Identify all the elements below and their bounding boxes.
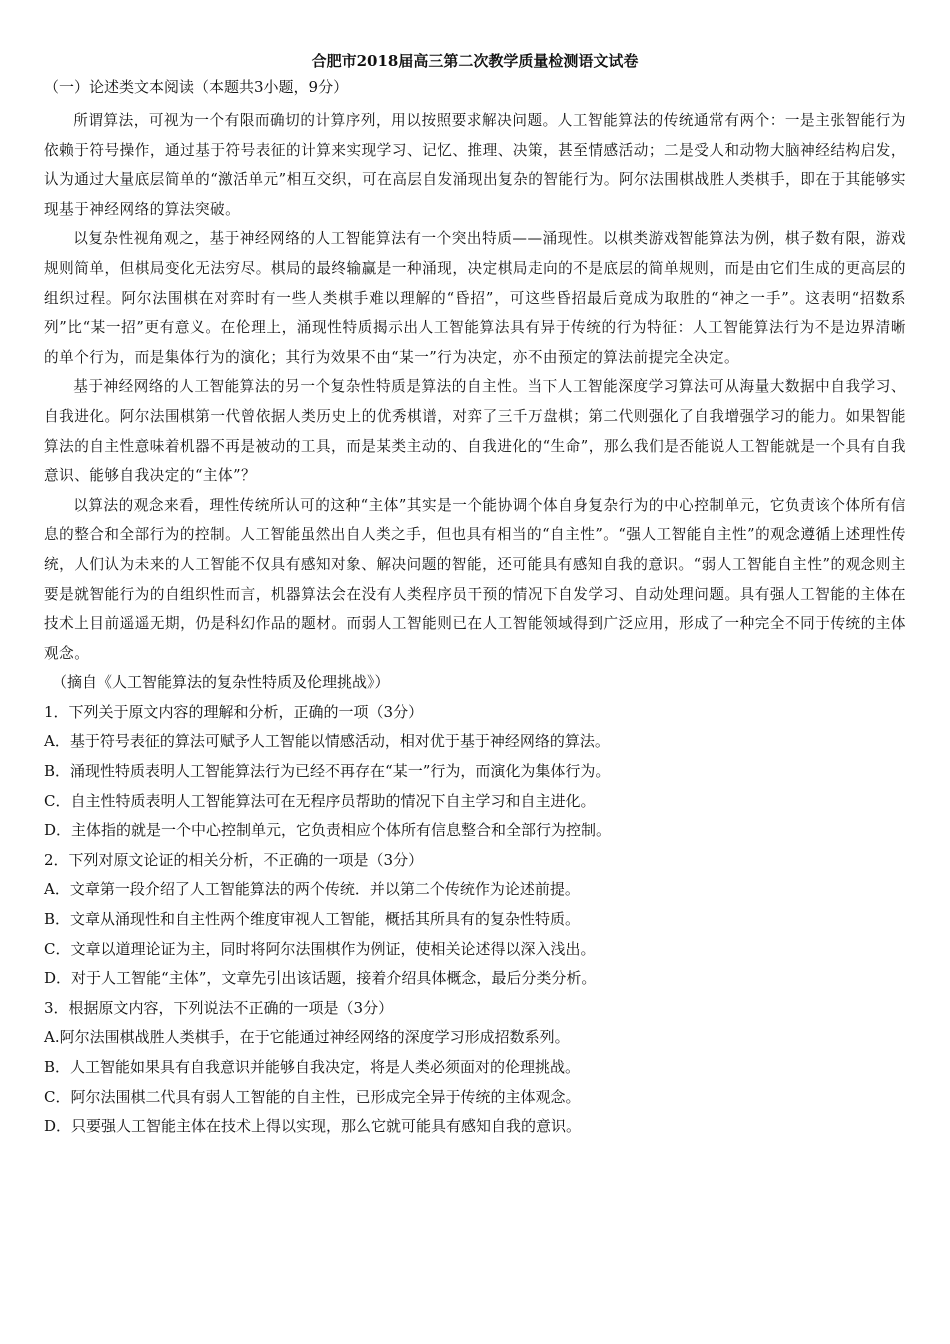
option-b: B．涌现性特质表明人工智能算法行为已经不再存在“某一”行为，而演化为集体行为。 (44, 762, 611, 781)
option-a: A．文章第一段介绍了人工智能算法的两个传统．并以第二个传统作为论述前提。 (44, 880, 580, 899)
option-c: C．阿尔法围棋二代具有弱人工智能的自主性，已形成完全异于传统的主体观念。 (44, 1087, 581, 1106)
option-b: B．人工智能如果具有自我意识并能够自我决定，将是人类必须面对的伦理挑战。 (44, 1058, 581, 1076)
passage-paragraph-1: 所谓算法，可视为一个有限而确切的计算序列，用以按照要求解决问题。人工智能算法的传统通常有两个：一是主张智能行为依赖于符号操作，通过基于符号表征的计算来实现学习、记忆、推理、决策，甚至情感活动；二是受人和动物大脑神经结构启发，认为通过大量底层简单的“激活单元”相互交织，可在高层自发涌现出复杂的智能行为。阿尔法围棋战胜人类棋手，即在于其能够实现基于神经网络的算法突破。 (44, 112, 906, 218)
option-d: D．主体指的就是一个中心控制单元，它负责相应个体所有信息整合和全部行为控制。 (44, 821, 612, 840)
option-d: D．只要强人工智能主体在技术上得以实现，那么它就可能具有感知自我的意识。 (44, 1117, 582, 1136)
question-3 (44, 994, 906, 1142)
passage-paragraph-2: 以复杂性视角观之，基于神经网络的人工智能算法有一个突出特质——涌现性。以棋类游戏智能算法为例，棋子数有限，游戏规则简单，但棋局变化无法穷尽。棋局的最终输赢是一种涌现，决定棋局走向的不是底层的简单规则，而是由它们生成的更高层的组织过程。阿尔法围棋在对弈时有一些人类棋手难以理解的“昏招”，可这些昏招最后竟成为取胜的“神之一手”。这表明“招数系列”比“某一招”更有意义。在伦理上，涌现性特质揭示出人工智能算法具有异于传统的行为特征：人工智能算法行为不是边界清晰的单个行为，而是集体行为的演化；其行为效果不由“某一”行为决定，亦不由预定的算法前提完全决定。 (44, 230, 906, 366)
option-a: A.阿尔法围棋战胜人类棋手，在于它能通过神经网络的深度学习形成招数系列。 (44, 1028, 570, 1047)
option-d: D．对于人工智能“主体”，文章先引出该话题，接着介绍具体概念，最后分类分析。 (44, 969, 597, 988)
option-c: C．自主性特质表明人工智能算法可在无程序员帮助的情况下自主学习和自主进化。 (44, 791, 596, 810)
question-stem: 1．下列关于原文内容的理解和分析，正确的一项（3分） (44, 702, 424, 721)
passage-paragraph-3: 基于神经网络的人工智能算法的另一个复杂性特质是算法的自主性。当下人工智能深度学习算法可从海量大数据中自我学习、自我进化。阿尔法围棋第一代曾依据人类历史上的优秀棋谱，对弈了三千万盘棋；第二代则强化了自我增强学习的能力。如果智能算法的自主性意味着机器不再是被动的工具，而是某类主动的、自我进化的“生命”，那么我们是否能说人工智能就是一个具有自我意识、能够自我决定的“主体”？ (44, 378, 906, 485)
question-stem: 2．下列对原文论证的相关分析，不正确的一项是（3分） (44, 850, 424, 869)
option-a: A．基于符号表征的算法可赋予人工智能以情感活动，相对优于基于神经网络的算法。 (44, 732, 610, 751)
question-1 (44, 698, 906, 846)
option-b: B．文章从涌现性和自主性两个维度审视人工智能，概括其所具有的复杂性特质。 (44, 910, 581, 929)
passage-paragraph-4: 以算法的观念来看，理性传统所认可的这种“主体”其实是一个能协调个体自身复杂行为的中心控制单元，它负责该个体所有信息的整合和全部行为的控制。人工智能虽然出自人类之手，但也具有相当的“自主性”。“强人工智能自主性”的观念遵循上述理性传统，人们认为未来的人工智能不仅具有感知对象、解决问题的智能，还可能具有感知自我的意识。“弱人工智能自主性”的观念则主要是就智能行为的自组织性而言，机器算法会在没有人类程序员干预的情况下自发学习、自动处理问题。具有强人工智能的主体在技术上目前遥遥无期，仍是科幻作品的题材。而弱人工智能则已在人工智能领域得到广泛应用，形成了一种完全不同于传统的主体观念。 (44, 496, 907, 662)
option-c: C．文章以道理论证为主，同时将阿尔法围棋作为例证，使相关论述得以深入浅出。 (44, 939, 596, 958)
exam-page (44, 50, 906, 1142)
passage-source: （摘自《人工智能算法的复杂性特质及伦理挑战》） (52, 673, 390, 692)
exam-title: 合肥市2018届高三第二次教学质量检测语文试卷 (311, 52, 639, 70)
question-2 (44, 846, 906, 994)
question-stem: 3．根据原文内容，下列说法不正确的一项是（3分） (44, 998, 394, 1017)
section-heading: （一）论述类文本阅读（本题共3小题，9分） (44, 78, 349, 96)
